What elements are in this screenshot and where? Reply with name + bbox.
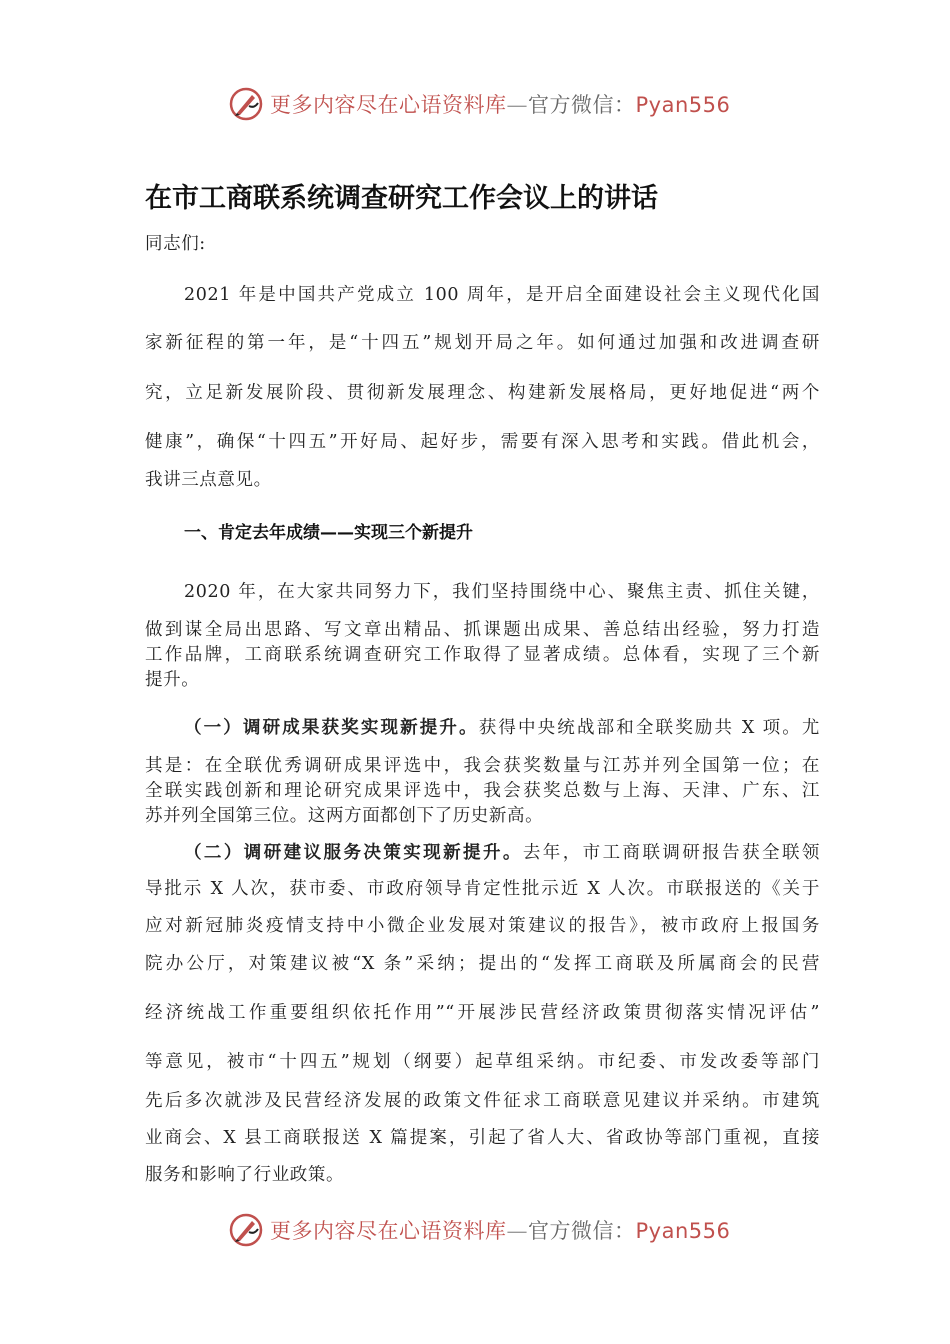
- paragraph-line: 导批示 X 人次，获市委、市政府领导肯定性批示近 X 人次。市联报送的《关于: [145, 879, 820, 899]
- document-title: 在市工商联系统调查研究工作会议上的讲话: [145, 183, 658, 214]
- banner-text: [270, 1215, 730, 1245]
- paragraph-line: 先后多次就涉及民营经济发展的政策文件征求工商联意见建议并采纳。市建筑: [145, 1091, 820, 1111]
- item2-first-rest: 去年，市工商联调研报告获全联领: [522, 843, 821, 863]
- paragraph-line: 应对新冠肺炎疫情支持中小微企业发展对策建议的报告》，被市政府上报国务: [145, 916, 820, 936]
- banner-dash: —: [506, 93, 528, 117]
- paragraph-line: 其是：在全联优秀调研成果评选中，我会获奖数量与江苏并列全国第一位；在: [145, 756, 820, 776]
- paragraph-line: 等意见，被市“十四五”规划（纲要）起草组采纳。市纪委、市发改委等部门: [145, 1052, 820, 1072]
- paragraph-line: 业商会、X 县工商联报送 X 篇提案，引起了省人大、省政协等部门重视，直接: [145, 1128, 820, 1148]
- paragraph-line: 提升。: [145, 670, 200, 690]
- paragraph-line: 工作品牌，工商联系统调查研究工作取得了显著成绩。总体看，实现了三个新: [145, 645, 820, 665]
- item1-lead: （一）调研成果获奖实现新提升。: [184, 718, 479, 738]
- pen-logo-icon: [228, 1212, 264, 1248]
- banner-text: [270, 89, 730, 119]
- item2-first-line: [184, 841, 820, 865]
- intro-line: 2021 年是中国共产党成立 100 周年，是开启全面建设社会主义现代化国: [184, 285, 820, 305]
- item1-first-rest: 获得中央统战部和全联奖励共 X 项。尤: [478, 718, 821, 738]
- section-heading: 一、肯定去年成绩——实现三个新提升: [184, 523, 473, 543]
- banner-official: 官方微信：: [528, 93, 636, 117]
- item1-first-line: [184, 716, 820, 740]
- paragraph-line: 经济统战工作重要组织依托作用”“开展涉民营经济政策贯彻落实情况评估”: [145, 1003, 820, 1023]
- header-banner: [228, 84, 730, 124]
- paragraph-line: 苏并列全国第三位。这两方面都创下了历史新高。: [145, 806, 544, 826]
- footer-banner: [228, 1210, 730, 1250]
- paragraph-line: 全联实践创新和理论研究成果评选中，我会获奖总数与上海、天津、广东、江: [145, 781, 820, 801]
- banner-official: 官方微信：: [528, 1219, 636, 1243]
- pen-logo-icon: [228, 86, 264, 122]
- banner-main: 更多内容尽在心语资料库: [270, 1219, 507, 1243]
- intro-line: 健康”，确保“十四五”开好局、起好步，需要有深入思考和实践。借此机会，: [145, 432, 820, 452]
- greeting: 同志们:: [145, 234, 206, 254]
- banner-id: Pyan556: [635, 1219, 731, 1243]
- banner-dash: —: [506, 1219, 528, 1243]
- intro-line: 家新征程的第一年，是“十四五”规划开局之年。如何通过加强和改进调查研: [145, 333, 820, 353]
- item2-lead: （二）调研建议服务决策实现新提升。: [184, 843, 523, 863]
- paragraph-line: 做到谋全局出思路、写文章出精品、抓课题出成果、善总结出经验，努力打造: [145, 620, 820, 640]
- intro-line: 我讲三点意见。: [145, 470, 272, 490]
- intro-line: 究，立足新发展阶段、贯彻新发展理念、构建新发展格局，更好地促进“两个: [145, 383, 820, 403]
- banner-id: Pyan556: [635, 93, 731, 117]
- paragraph-line: 2020 年，在大家共同努力下，我们坚持围绕中心、聚焦主责、抓住关键，: [184, 582, 820, 602]
- paragraph-line: 服务和影响了行业政策。: [145, 1165, 345, 1185]
- paragraph-line: 院办公厅，对策建议被“X 条”采纳；提出的“发挥工商联及所属商会的民营: [145, 954, 820, 974]
- banner-main: 更多内容尽在心语资料库: [270, 93, 507, 117]
